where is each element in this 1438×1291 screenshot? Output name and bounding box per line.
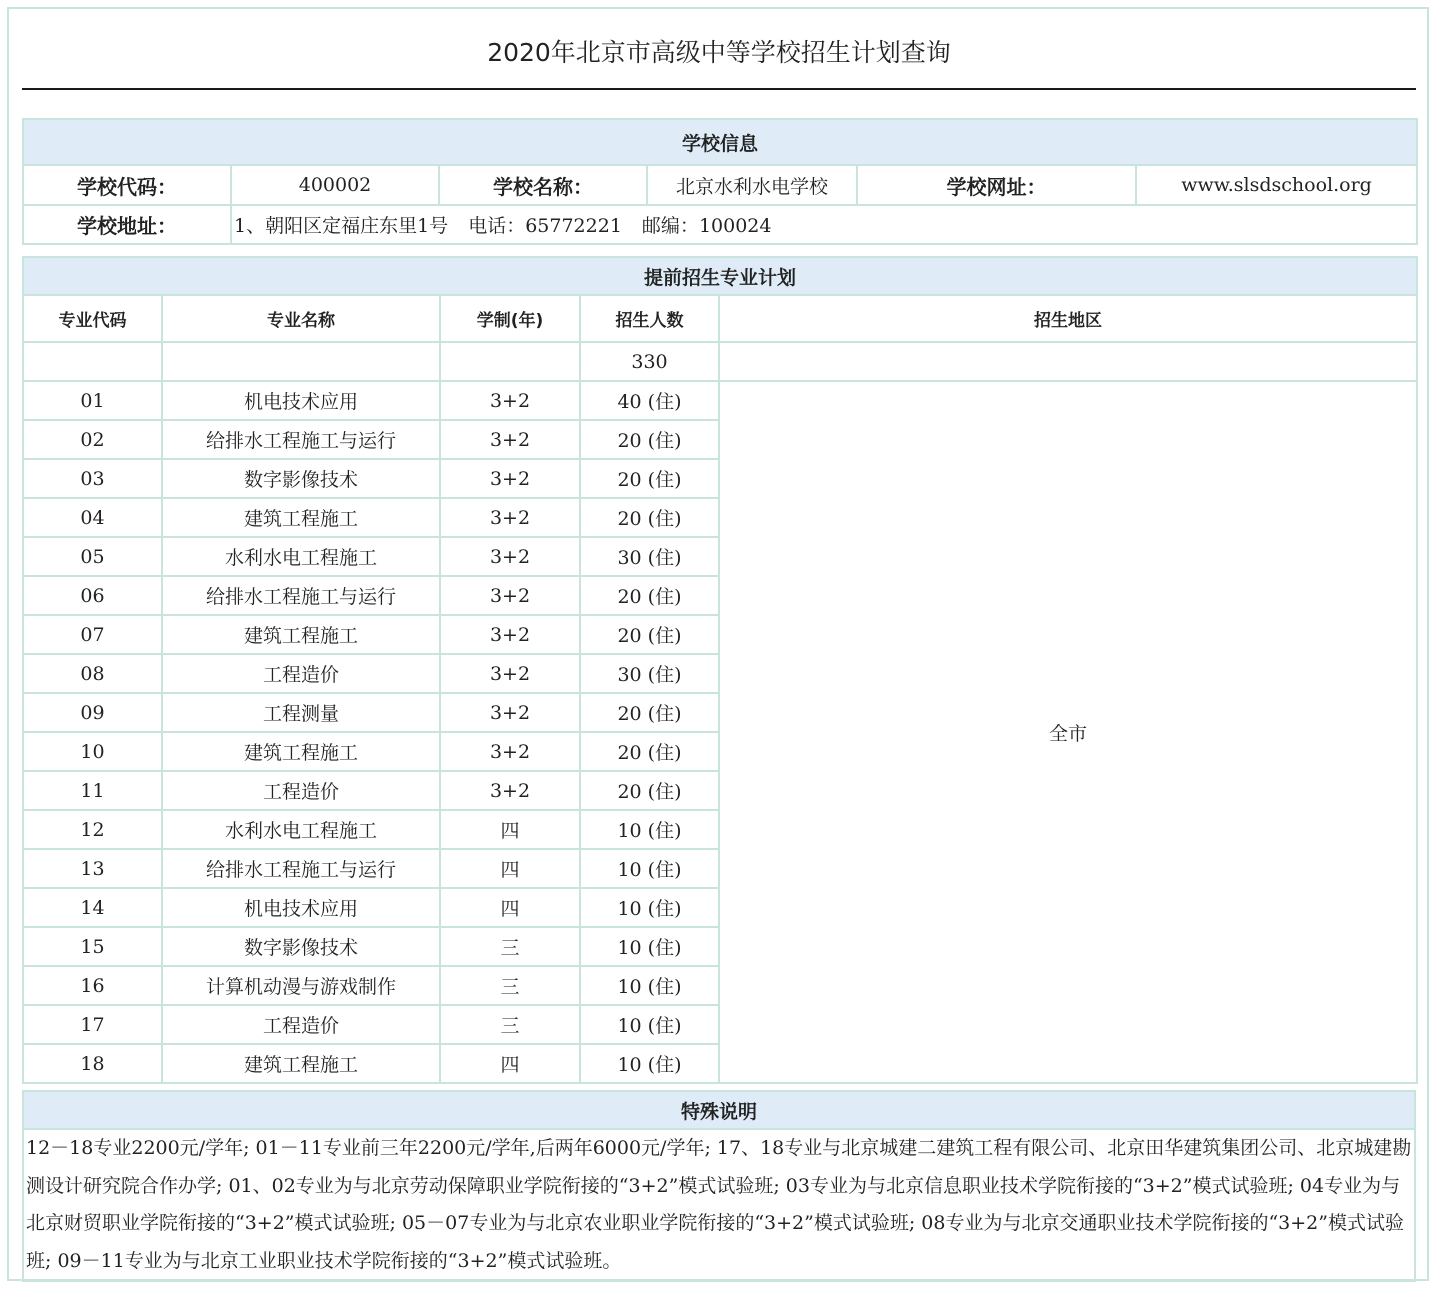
- row-years: 四: [440, 810, 580, 849]
- row-count: 20 (住): [580, 576, 719, 615]
- row-years: 3+2: [440, 381, 580, 420]
- row-major-name: 工程造价: [162, 1005, 440, 1044]
- row-count: 30 (住): [580, 654, 719, 693]
- row-years: 三: [440, 927, 580, 966]
- column-header-count: 招生人数: [580, 295, 719, 342]
- school-address-label: 学校地址：: [23, 205, 231, 244]
- row-major-name: 给排水工程施工与运行: [162, 420, 440, 459]
- column-header-code: 专业代码: [23, 295, 162, 342]
- total-row-years: [440, 342, 580, 381]
- row-years: 3+2: [440, 771, 580, 810]
- school-code-label: 学校代码：: [23, 165, 231, 205]
- row-code: 01: [23, 381, 162, 420]
- total-count: 330: [580, 342, 719, 381]
- row-count: 20 (住): [580, 615, 719, 654]
- row-years: 四: [440, 888, 580, 927]
- school-name-label: 学校名称：: [439, 165, 647, 205]
- school-info-table: [22, 118, 1418, 245]
- row-code: 11: [23, 771, 162, 810]
- school-info-header: 学校信息: [23, 119, 1417, 165]
- row-count: 10 (住): [580, 810, 719, 849]
- row-count: 10 (住): [580, 1005, 719, 1044]
- row-major-name: 工程测量: [162, 693, 440, 732]
- page-title: 2020年北京市高级中等学校招生计划查询: [487, 38, 951, 67]
- row-years: 3+2: [440, 693, 580, 732]
- row-major-name: 给排水工程施工与运行: [162, 849, 440, 888]
- postcode-label: 邮编：: [641, 215, 699, 237]
- total-row-name: [162, 342, 440, 381]
- row-count: 40 (住): [580, 381, 719, 420]
- row-code: 06: [23, 576, 162, 615]
- row-count: 20 (住): [580, 771, 719, 810]
- row-code: 02: [23, 420, 162, 459]
- row-code: 16: [23, 966, 162, 1005]
- phone-value: 65772221: [525, 215, 622, 237]
- row-count: 30 (住): [580, 537, 719, 576]
- school-website-link[interactable]: www.slsdschool.org: [1181, 174, 1372, 196]
- school-address-cell: [231, 205, 1417, 244]
- row-years: 三: [440, 1005, 580, 1044]
- table-row: [23, 381, 1417, 420]
- row-years: 3+2: [440, 615, 580, 654]
- row-years: 3+2: [440, 459, 580, 498]
- school-website-cell: [1136, 165, 1417, 205]
- row-code: 15: [23, 927, 162, 966]
- row-years: 3+2: [440, 537, 580, 576]
- school-address-value: 1、朝阳区定福庄东里1号: [234, 215, 449, 237]
- row-major-name: 建筑工程施工: [162, 615, 440, 654]
- row-code: 07: [23, 615, 162, 654]
- row-years: 3+2: [440, 576, 580, 615]
- postcode-value: 100024: [698, 215, 772, 237]
- region-cell: 全市: [719, 381, 1417, 1083]
- school-code-value: 400002: [231, 165, 439, 205]
- row-major-name: 建筑工程施工: [162, 732, 440, 771]
- row-count: 20 (住): [580, 498, 719, 537]
- column-header-name: 专业名称: [162, 295, 440, 342]
- row-count: 20 (住): [580, 459, 719, 498]
- title-divider: [22, 88, 1416, 90]
- plan-section-header: 提前招生专业计划: [23, 257, 1417, 295]
- row-major-name: 工程造价: [162, 654, 440, 693]
- row-years: 四: [440, 849, 580, 888]
- row-major-name: 水利水电工程施工: [162, 810, 440, 849]
- row-count: 10 (住): [580, 966, 719, 1005]
- row-count: 20 (住): [580, 420, 719, 459]
- row-major-name: 数字影像技术: [162, 459, 440, 498]
- column-header-region: 招生地区: [719, 295, 1417, 342]
- row-years: 三: [440, 966, 580, 1005]
- total-row-code: [23, 342, 162, 381]
- row-major-name: 机电技术应用: [162, 381, 440, 420]
- row-major-name: 给排水工程施工与运行: [162, 576, 440, 615]
- total-row-region: [719, 342, 1417, 381]
- row-major-name: 计算机动漫与游戏制作: [162, 966, 440, 1005]
- row-years: 3+2: [440, 732, 580, 771]
- plan-rows: [23, 381, 1417, 1083]
- phone-label: 电话：: [468, 215, 526, 237]
- row-code: 08: [23, 654, 162, 693]
- row-major-name: 工程造价: [162, 771, 440, 810]
- row-code: 10: [23, 732, 162, 771]
- row-years: 四: [440, 1044, 580, 1083]
- row-code: 17: [23, 1005, 162, 1044]
- row-major-name: 建筑工程施工: [162, 1044, 440, 1083]
- row-major-name: 建筑工程施工: [162, 498, 440, 537]
- special-notes-text: 12－18专业2200元/学年; 01－11专业前三年2200元/学年,后两年6000元/学年; 17、18专业与北京城建二建筑工程有限公司、北京田华建筑集团公司、北京城建勘测设计研究院合作办学; 01、02专业为与北京劳动保障职业学院衔接的“3+2”模式试验班; 03专业为与北京信息职业技术学院衔接的“3+2”模式试验班; 04专业为与北京财贸职业学院衔接的“3+2”模式试验班; 05－07专业为与北京农业职业学院衔接的“3+2”模式试验班; 08专业为与北京交通职业技术学院衔接的“3+2”模式试验班; 09－11专业为与北京工业职业技术学院衔接的“3+2”模式试验班。: [23, 1129, 1415, 1281]
- row-years: 3+2: [440, 654, 580, 693]
- row-years: 3+2: [440, 498, 580, 537]
- row-major-name: 水利水电工程施工: [162, 537, 440, 576]
- row-count: 10 (住): [580, 1044, 719, 1083]
- special-notes-table: [22, 1090, 1416, 1282]
- column-header-years: 学制(年): [440, 295, 580, 342]
- row-code: 18: [23, 1044, 162, 1083]
- row-code: 09: [23, 693, 162, 732]
- row-count: 20 (住): [580, 693, 719, 732]
- row-code: 04: [23, 498, 162, 537]
- row-code: 03: [23, 459, 162, 498]
- row-major-name: 机电技术应用: [162, 888, 440, 927]
- row-code: 05: [23, 537, 162, 576]
- row-count: 10 (住): [580, 888, 719, 927]
- special-notes-header: 特殊说明: [23, 1091, 1415, 1129]
- row-count: 10 (住): [580, 849, 719, 888]
- row-code: 13: [23, 849, 162, 888]
- enrollment-plan-table: [22, 256, 1418, 1084]
- row-major-name: 数字影像技术: [162, 927, 440, 966]
- row-code: 14: [23, 888, 162, 927]
- school-website-label: 学校网址：: [857, 165, 1136, 205]
- row-years: 3+2: [440, 420, 580, 459]
- row-count: 10 (住): [580, 927, 719, 966]
- school-name-value: 北京水利水电学校: [647, 165, 857, 205]
- row-count: 20 (住): [580, 732, 719, 771]
- row-code: 12: [23, 810, 162, 849]
